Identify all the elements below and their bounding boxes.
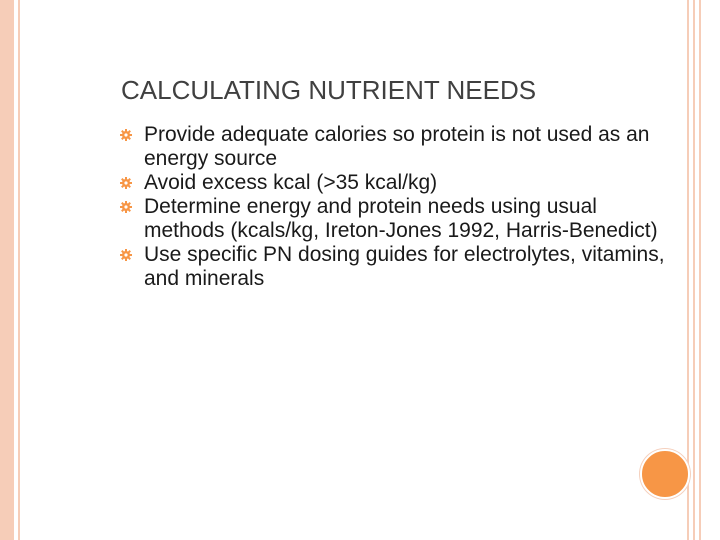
right-border-line xyxy=(687,0,689,540)
bullet-item xyxy=(120,123,680,171)
bullet-text: Provide adequate calories so protein is not used as an energy source xyxy=(144,123,650,170)
bullet-item xyxy=(120,171,680,195)
gear-icon xyxy=(120,177,132,189)
bullet-item xyxy=(120,195,680,243)
left-border-line xyxy=(18,0,20,540)
bullet-list xyxy=(120,123,680,291)
right-border-line xyxy=(693,0,695,540)
gear-icon xyxy=(120,129,132,141)
bullet-text: Use specific PN dosing guides for electrolytes, vitamins, and minerals xyxy=(144,243,665,290)
gear-icon xyxy=(120,249,132,261)
left-border-bar xyxy=(0,0,14,540)
gear-icon xyxy=(120,201,132,213)
decorative-circle xyxy=(640,449,690,499)
bullet-item xyxy=(120,243,680,291)
slide-title: CALCULATING NUTRIENT NEEDS xyxy=(121,75,537,105)
bullet-text: Avoid excess kcal (>35 kcal/kg) xyxy=(144,171,438,194)
right-border-line xyxy=(699,0,701,540)
bullet-text: Determine energy and protein needs using usual methods (kcals/kg, Ireton-Jones 1992, Harris-Benedict) xyxy=(144,195,658,242)
